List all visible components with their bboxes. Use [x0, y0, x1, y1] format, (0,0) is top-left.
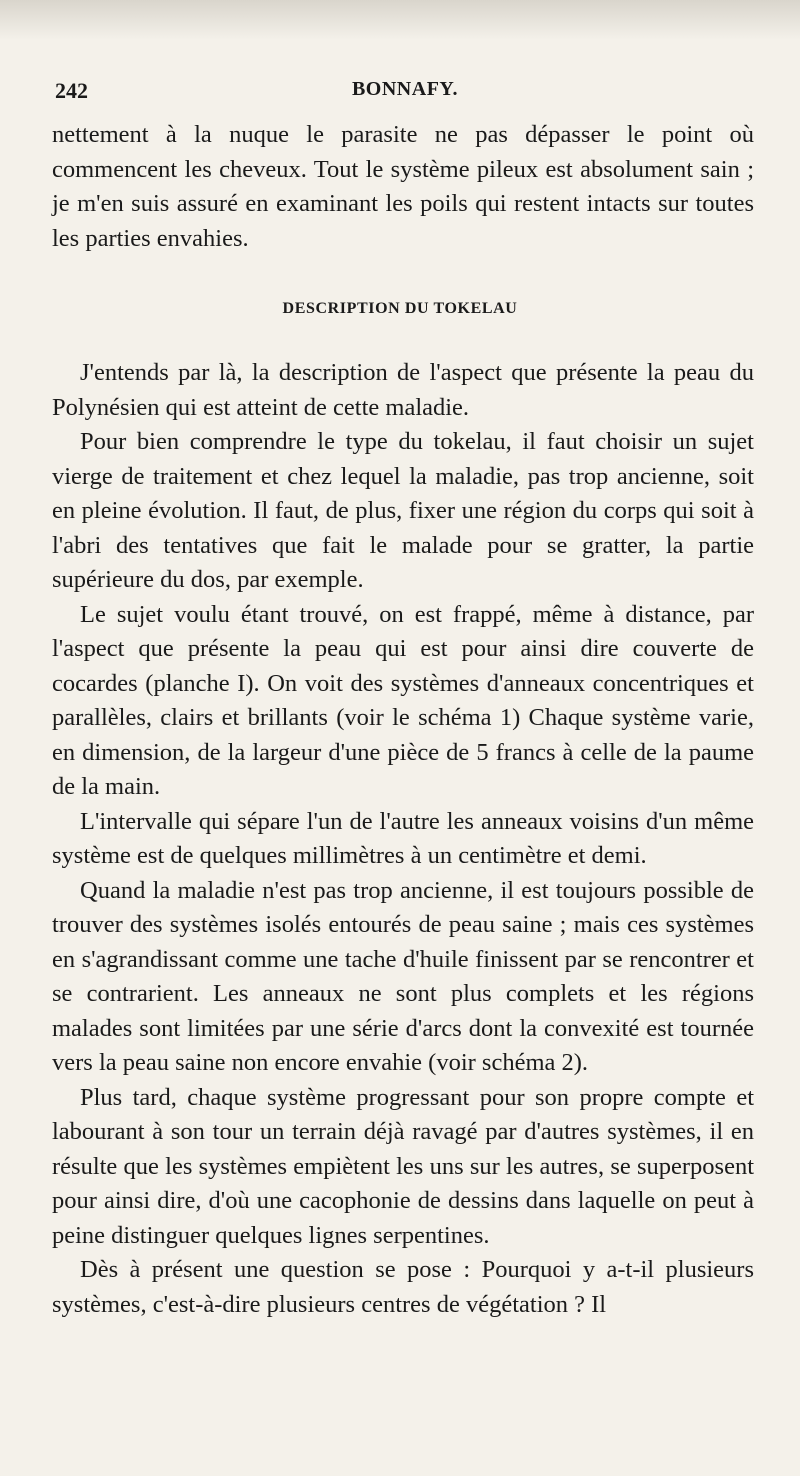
text-block-main [52, 356, 754, 1322]
page-number: 242 [55, 78, 88, 103]
paragraph: Plus tard, chaque système progressant pour son propre compte et labourant à son tour un terrain déjà ravagé par d'autres systèmes, il en résulte que les systèmes empiètent les uns sur les autres, se superposent pour ainsi dire, d'où une cacophonie de dessins dans laquelle on peut à peine distinguer quelques lignes serpentines. [52, 1083, 754, 1249]
paragraph: Le sujet voulu étant trouvé, on est frappé, même à distance, par l'aspect que présente la peau qui est pour ainsi dire couverte de cocardes (planche I). On voit des systèmes d'anneaux concentriques et parallèles, clairs et brillants (voir le schéma 1) Chaque système varie, en dimension, de la largeur d'une pièce de 5 francs à celle de la paume de la main. [52, 600, 754, 800]
section-heading: DESCRIPTION DU TOKELAU [282, 300, 518, 317]
paragraph: Quand la maladie n'est pas trop ancienne, il est toujours possible de trouver des systèmes isolés entourés de peau saine ; mais ces systèmes en s'agrandissant comme une tache d'huile finissent par se rencontrer et se contrarient. Les anneaux ne sont plus complets et les régions malades sont limitées par une série d'arcs dont la convexité est tournée vers la peau saine non encore envahie (voir schéma 2). [52, 876, 754, 1076]
paragraph: J'entends par là, la description de l'aspect que présente la peau du Polynésien qui est atteint de cette maladie. [52, 359, 754, 421]
paragraph-continuation: nettement à la nuque le parasite ne pas dépasser le point où commencent les cheveux. Tout le système pileux est absolument sain ; je m'en suis assuré en examinant les poils qui restent intacts sur toutes les parties envahies. [52, 121, 754, 252]
page-header [55, 78, 755, 108]
paragraph: L'intervalle qui sépare l'un de l'autre les anneaux voisins d'un même système est de quelques millimètres à un centimètre et demi. [52, 807, 754, 869]
paragraph: Dès à présent une question se pose : Pourquoi y a-t-il plusieurs systèmes, c'est-à-dire plusieurs centres de végétation ? Il [52, 1256, 754, 1318]
paragraph: Pour bien comprendre le type du tokelau, il faut choisir un sujet vierge de traitement et chez lequel la maladie, pas trop ancienne, soit en pleine évolution. Il faut, de plus, fixer une région du corps qui soit à l'abri des tentatives que fait le malade pour se gratter, la partie supérieure du dos, par exemple. [52, 428, 754, 593]
running-head: BONNAFY. [351, 78, 459, 100]
text-block-top [52, 118, 754, 256]
page-edge-shadow [0, 0, 800, 40]
